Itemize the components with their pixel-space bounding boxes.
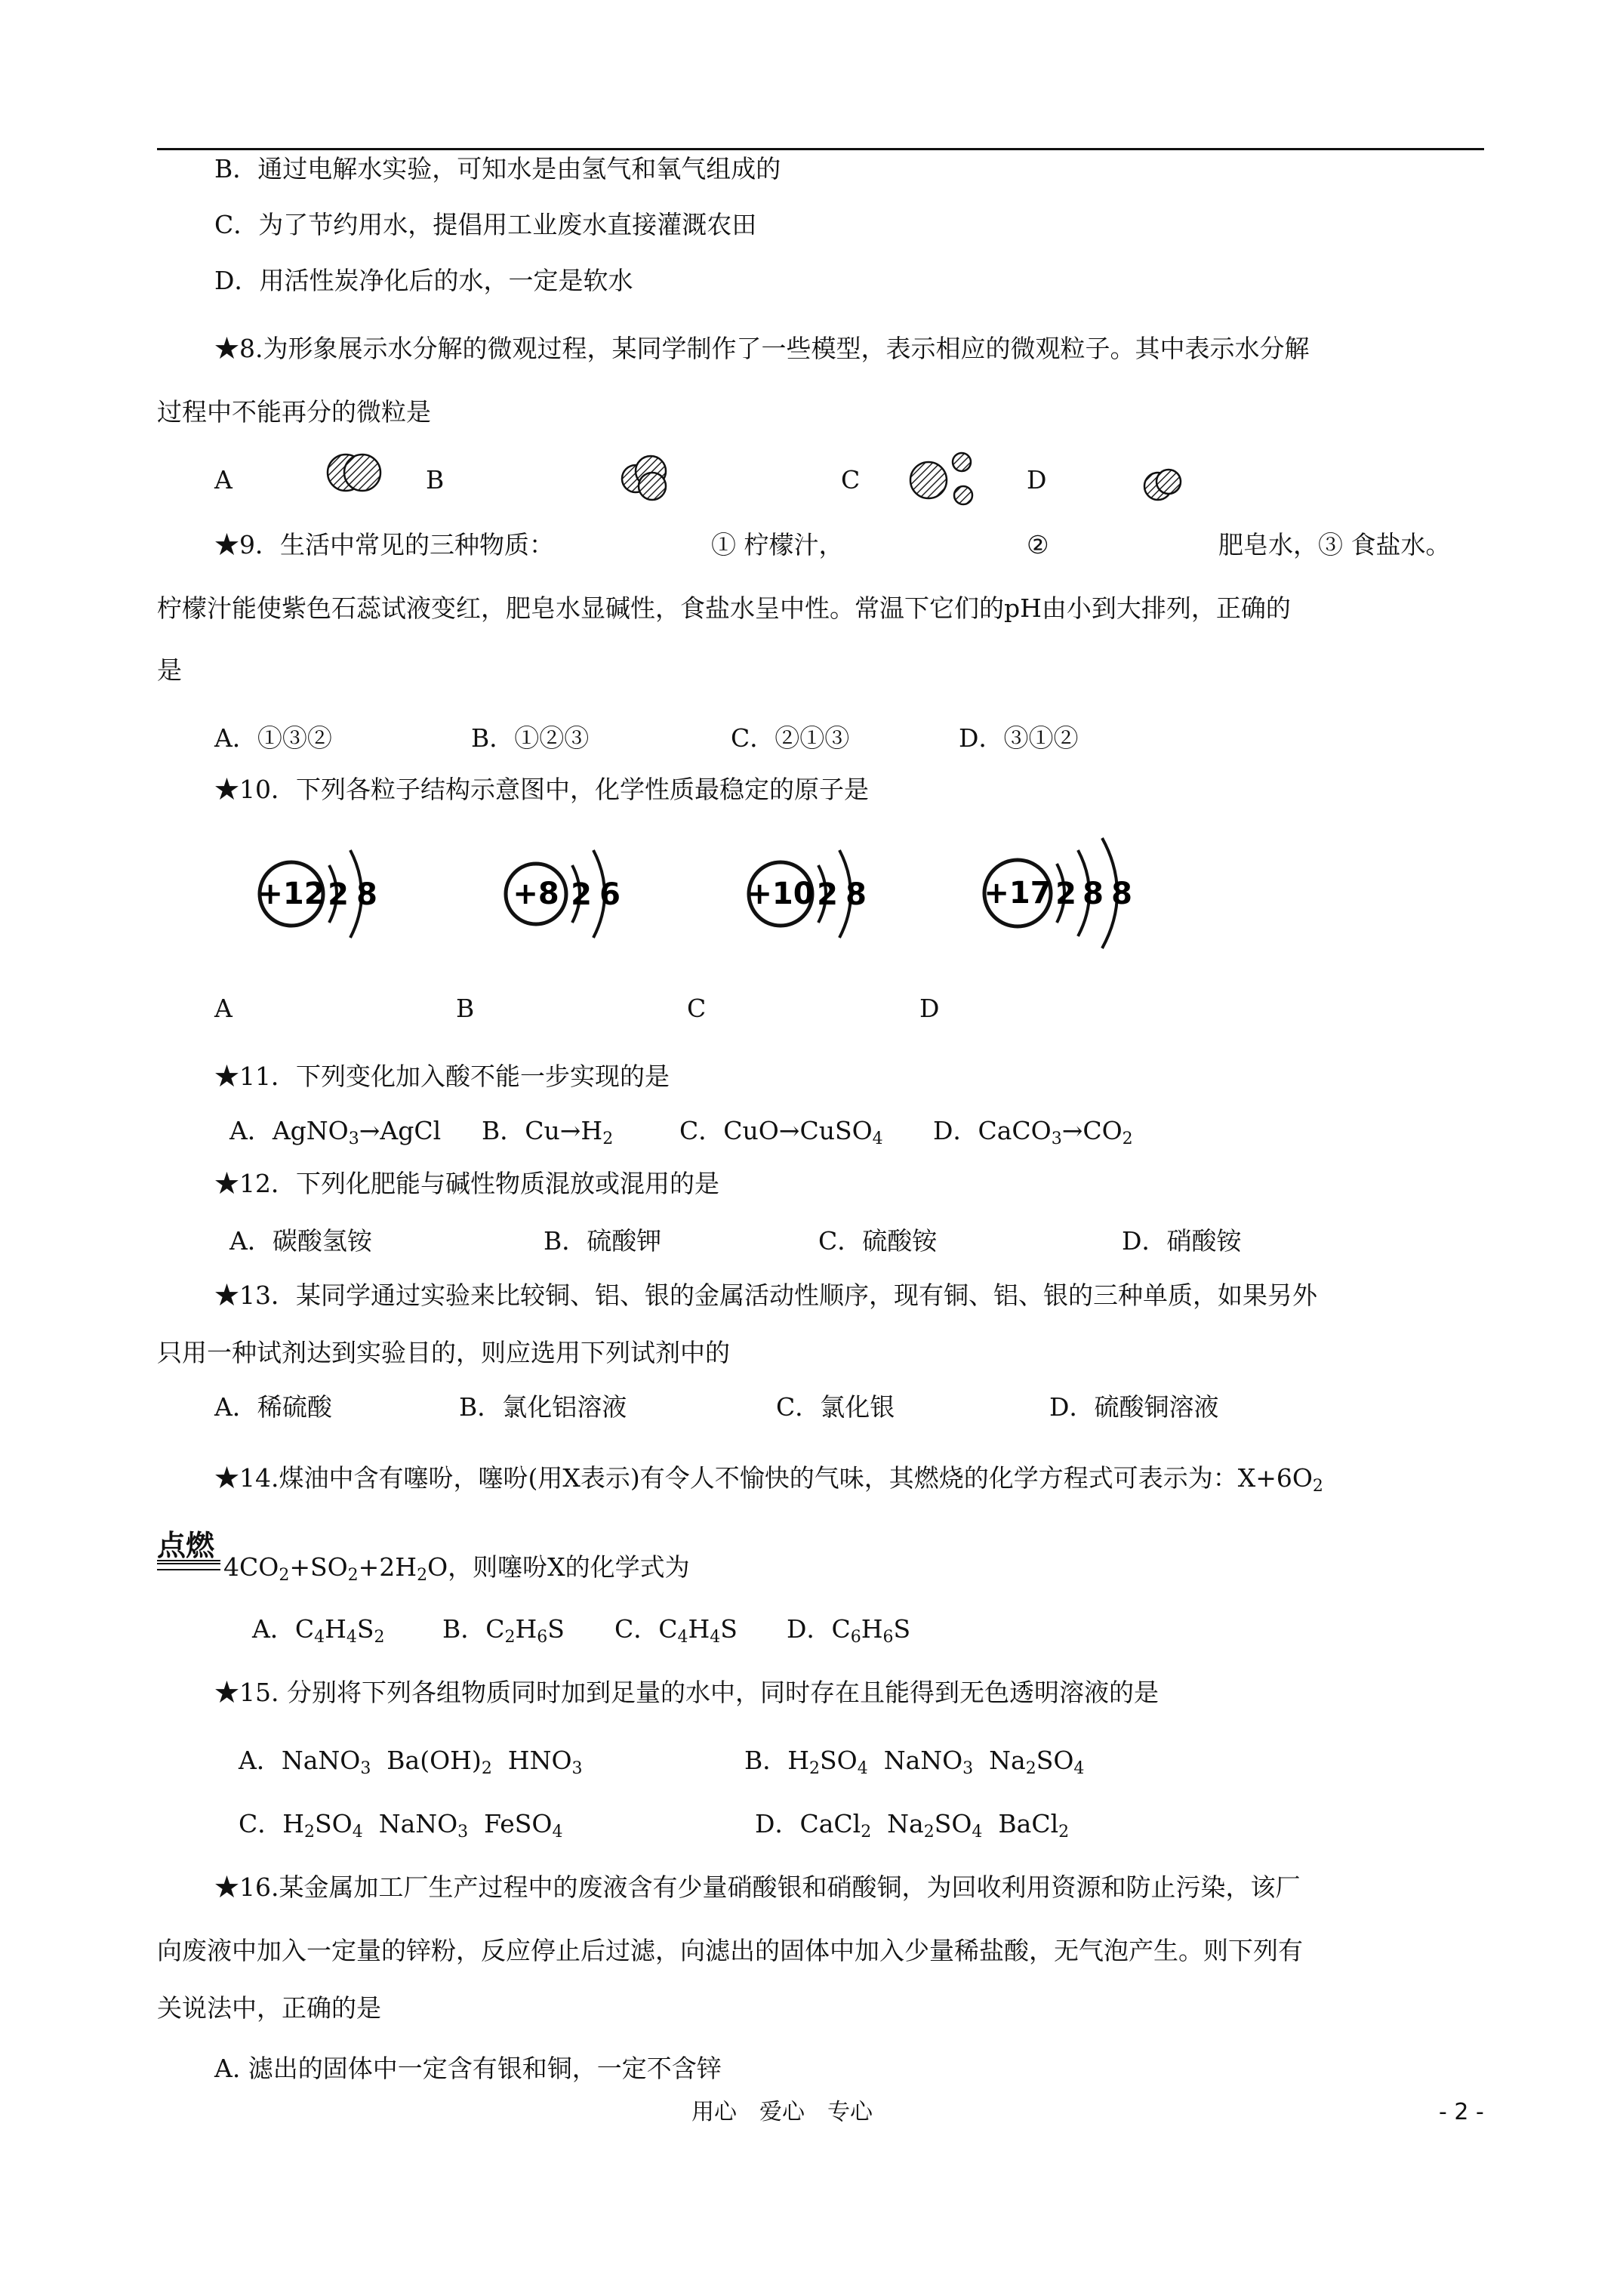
q8-option-a: A bbox=[214, 465, 233, 495]
q8-option-d: D bbox=[1027, 465, 1047, 495]
q9-option-c: C．②①③ bbox=[731, 723, 850, 753]
q9-stem-line3: 是 bbox=[157, 655, 182, 685]
q10-c-shell-1: 2 bbox=[817, 877, 838, 912]
q15-option-b: B．$H_2SO_4$ NaNO$_3$ $Na_2SO_4$ bbox=[744, 1746, 1085, 1778]
q14-equals-sign bbox=[157, 1560, 220, 1570]
q7-option-c: C．为了节约用水，提倡用工业废水直接灌溉农田 bbox=[214, 210, 757, 239]
q10-d-nucleus: +17 bbox=[984, 876, 1052, 911]
q9-item-2-3: 肥皂水，③ 食盐水。 bbox=[1218, 530, 1451, 559]
q12-stem: ★12．下列化肥能与碱性物质混放或混用的是 bbox=[214, 1169, 719, 1198]
q9-item-1: ① 柠檬汁， bbox=[711, 530, 844, 559]
footer-motto: 用心 爱心 专心 bbox=[691, 2099, 873, 2125]
q10-c-shell-2: 8 bbox=[845, 877, 867, 912]
q10-atom-diagram-b bbox=[497, 834, 663, 954]
q10-label-a: A bbox=[214, 994, 233, 1023]
q10-label-c: C bbox=[687, 994, 707, 1023]
q10-d-shell-3: 8 bbox=[1111, 877, 1132, 911]
q10-d-shell-1: 2 bbox=[1055, 877, 1076, 911]
q14-option-c: C．$C_4H_4S$ bbox=[614, 1614, 738, 1647]
q13-option-b: B．氯化铝溶液 bbox=[459, 1392, 627, 1422]
q8-particle-model-a bbox=[323, 450, 399, 503]
q11-stem: ★11．下列变化加入酸不能一步实现的是 bbox=[214, 1062, 670, 1091]
q10-a-shell-2: 8 bbox=[356, 877, 377, 912]
q10-b-shell-1: 2 bbox=[571, 877, 592, 912]
q9-option-a: A．①③② bbox=[214, 723, 332, 753]
q9-stem-line2: 柠檬汁能使紫色石蕊试液变红，肥皂水显碱性，食盐水呈中性。常温下它们的pH由小到大排列，正确的 bbox=[157, 593, 1291, 623]
q11-option-c: C．CuO→CuSO$_4$ bbox=[679, 1116, 883, 1148]
q14-stem-line1: ★14.煤油中含有噻吩，噻吩(用X表示)有令人不愉快的气味，其燃烧的化学方程式可表示为：$X+6O_2$ bbox=[214, 1463, 1323, 1496]
q8-particle-model-b bbox=[613, 450, 681, 510]
q10-label-d: D bbox=[919, 994, 940, 1023]
q10-stem: ★10．下列各粒子结构示意图中，化学性质最稳定的原子是 bbox=[214, 775, 869, 804]
q10-a-shell-1: 2 bbox=[328, 877, 349, 912]
page-number: - 2 - bbox=[1439, 2099, 1484, 2125]
q16-option-a: A. 滤出的固体中一定含有银和铜，一定不含锌 bbox=[214, 2054, 722, 2083]
q12-option-c: C．硫酸铵 bbox=[818, 1226, 938, 1256]
q8-option-c: C bbox=[841, 465, 861, 495]
q13-option-a: A．稀硫酸 bbox=[214, 1392, 332, 1422]
q14-stem-line2: $4CO_2+SO_2+2H_2O$，则噻吩X的化学式为 bbox=[223, 1552, 690, 1585]
q10-atom-diagram-d bbox=[974, 829, 1170, 957]
q10-atom-diagram-c bbox=[740, 834, 906, 954]
q7-option-d: D．用活性炭净化后的水，一定是软水 bbox=[214, 266, 633, 295]
q12-option-d: D．硝酸铵 bbox=[1122, 1226, 1242, 1256]
q16-stem-line1: ★16.某金属加工厂生产过程中的废液含有少量硝酸银和硝酸铜，为回收利用资源和防止污染，该厂 bbox=[214, 1872, 1301, 1902]
q10-c-nucleus: +10 bbox=[747, 877, 815, 911]
q10-d-shell-2: 8 bbox=[1083, 877, 1104, 911]
q10-a-nucleus: +12 bbox=[257, 877, 325, 911]
q10-b-shell-2: 6 bbox=[599, 877, 621, 912]
q13-option-d: D．硫酸铜溶液 bbox=[1049, 1392, 1219, 1422]
q14-option-d: D．$C_6H_6S$ bbox=[787, 1614, 911, 1647]
q11-option-d: D．$CaCO_3\to CO_2$ bbox=[933, 1116, 1133, 1148]
q9-item-2: ② bbox=[1027, 530, 1049, 559]
q8-particle-model-d bbox=[1138, 458, 1191, 510]
q10-b-nucleus: +8 bbox=[513, 877, 559, 911]
q9-option-b: B．①②③ bbox=[471, 723, 590, 753]
q12-option-a: A．碳酸氢铵 bbox=[229, 1226, 372, 1256]
q7-option-b: B．通过电解水实验，可知水是由氢气和氧气组成的 bbox=[214, 154, 781, 183]
q15-option-c: C．$H_2SO_4$ NaNO$_3$ FeSO$_4$ bbox=[239, 1809, 563, 1841]
q14-option-b: B．$C_2H_6S$ bbox=[442, 1614, 565, 1647]
q16-stem-line3: 关说法中，正确的是 bbox=[157, 1993, 381, 2023]
q11-option-a: A．AgNO$_3$→AgCl bbox=[229, 1116, 442, 1148]
q8-option-b: B bbox=[426, 465, 445, 495]
q9-stem-line1: ★9．生活中常见的三种物质： bbox=[214, 530, 554, 559]
q13-stem-line2: 只用一种试剂达到实验目的，则应选用下列试剂中的 bbox=[157, 1338, 730, 1367]
q12-option-b: B．硫酸钾 bbox=[544, 1226, 662, 1256]
q8-stem-line2: 过程中不能再分的微粒是 bbox=[157, 397, 431, 427]
q14-reaction-condition: 点燃 bbox=[157, 1529, 215, 1562]
q15-stem: ★15. 分别将下列各组物质同时加到足量的水中，同时存在且能得到无色透明溶液的是 bbox=[214, 1678, 1159, 1707]
q8-particle-model-c bbox=[903, 447, 986, 515]
q11-option-b: B．$Cu\to H_2$ bbox=[482, 1116, 614, 1148]
q13-option-c: C．氯化银 bbox=[776, 1392, 895, 1422]
q9-option-d: D．③①② bbox=[959, 723, 1079, 753]
q14-option-a: A．$C_4H_4S_2$ bbox=[252, 1614, 385, 1647]
q16-stem-line2: 向废液中加入一定量的锌粉，反应停止后过滤，向滤出的固体中加入少量稀盐酸，无气泡产生。则下列有 bbox=[157, 1936, 1303, 1965]
header-rule bbox=[157, 148, 1484, 150]
q10-atom-diagram-a bbox=[251, 834, 417, 954]
q8-stem-line1: ★8.为形象展示水分解的微观过程，某同学制作了一些模型，表示相应的微观粒子。其中表示水分解 bbox=[214, 334, 1310, 363]
q15-option-a: A．NaNO$_3$ $Ba(OH)_2$ $HNO_3$ bbox=[239, 1746, 583, 1778]
q13-stem-line1: ★13．某同学通过实验来比较铜、铝、银的金属活动性顺序，现有铜、铝、银的三种单质，如果另外 bbox=[214, 1281, 1317, 1310]
q10-label-b: B bbox=[456, 994, 475, 1023]
q15-option-d: D．CaCl$_2$ $Na_2SO_4$ BaCl$_2$ bbox=[755, 1809, 1070, 1841]
